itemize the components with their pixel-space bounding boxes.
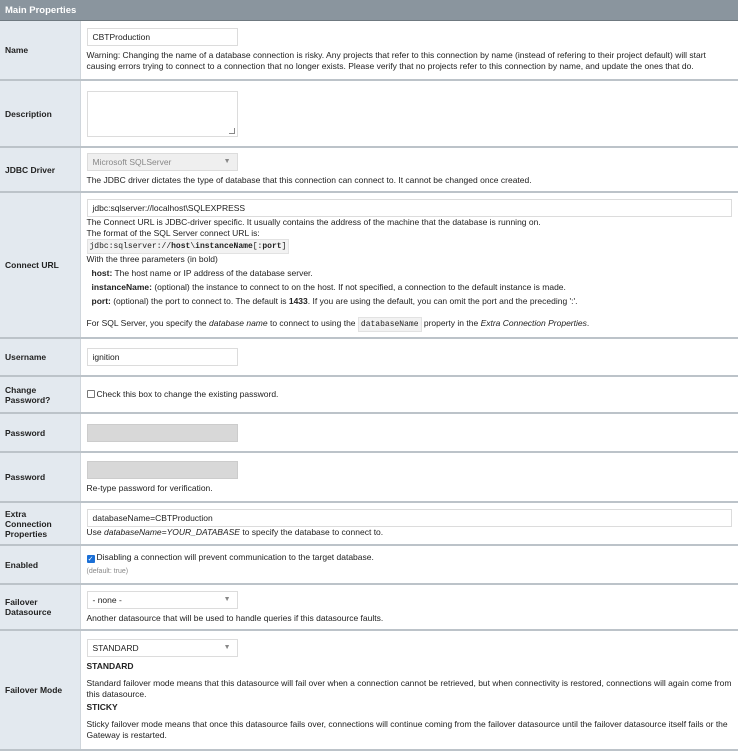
- jdbc-help: The JDBC driver dictates the type of database that this connection can connect to. It cannot be changed once created.: [86, 175, 532, 185]
- name-input[interactable]: CBTProduction: [87, 28, 238, 46]
- description-textarea[interactable]: [87, 91, 238, 137]
- label: Change Password?: [0, 376, 80, 413]
- enabled-default: (default: true): [86, 568, 129, 575]
- row-connect-url: [0, 192, 738, 338]
- jdbc-driver-value: Microsoft SQLServer: [92, 157, 172, 167]
- label: Password: [0, 452, 80, 502]
- label: JDBC Driver: [0, 147, 80, 192]
- row-name: [0, 21, 738, 80]
- password-input[interactable]: [87, 424, 238, 442]
- label: Description: [0, 80, 80, 147]
- param-instance: instanceName: (optional) the instance to connect to on the host. If not specified, a connection to the default instance is made.: [91, 281, 566, 292]
- sticky-help: Sticky failover mode means that once this datasource fails over, connections will continue coming from the failover datasource until the failover datasource itself fails or the Gateway is restarted.: [86, 719, 728, 740]
- label: Extra Connection Properties: [0, 502, 80, 545]
- failover-datasource-help: Another datasource that will be used to handle queries if this datasource faults.: [86, 612, 384, 623]
- properties-table: [0, 21, 738, 751]
- change-password-help: Check this box to change the existing password.: [96, 389, 279, 399]
- label: Username: [0, 338, 80, 376]
- label: Password: [0, 413, 80, 452]
- params-intro: With the three parameters (in bold): [86, 253, 218, 264]
- connect-help-1: The Connect URL is JDBC-driver specific. It usually contains the address of the machine that the database is running on.: [86, 216, 541, 227]
- connect-help-2: The format of the SQL Server connect URL is:: [86, 227, 260, 238]
- extra-properties-input[interactable]: databaseName=CBTProduction: [87, 509, 732, 527]
- enabled-checkbox[interactable]: ✓: [87, 556, 94, 563]
- failover-datasource-value: - none -: [92, 594, 122, 605]
- chevron-down-icon: ▼: [223, 158, 231, 165]
- row-change-password: [0, 376, 738, 413]
- label: Name: [0, 21, 80, 80]
- failover-mode-value: STANDARD: [92, 643, 139, 653]
- standard-help: Standard failover mode means that this datasource will fail over when a connection cannot be retrieved, but when connectivity is restored, connections will again come from this datasource.: [86, 678, 732, 699]
- label: Failover Datasource: [0, 584, 80, 630]
- connect-url-input[interactable]: jdbc:sqlserver://localhost\SQLEXPRESS: [87, 199, 732, 217]
- param-port: port: (optional) the port to connect to. The default is 1433. If you are using the default, you can omit the port and the preceding ':'.: [91, 295, 578, 306]
- sticky-title: STICKY: [86, 702, 118, 712]
- jdbc-driver-select[interactable]: [87, 153, 238, 171]
- failover-mode-select[interactable]: [87, 639, 238, 657]
- chevron-down-icon: ▼: [223, 595, 231, 603]
- row-password-confirm: [0, 452, 738, 502]
- label: Connect URL: [0, 192, 80, 338]
- password-confirm-help: Re-type password for verification.: [86, 482, 213, 493]
- name-help: Warning: Changing the name of a database connection is risky. Any projects that refer to this connection by name (instead of refering to their project default) will start causing errors trying to connect to a connection that no longer exists. Please verify that no projects refer to this connection by name, and update the ones that do.: [86, 50, 706, 71]
- row-failover-mode: [0, 630, 738, 750]
- label: Failover Mode: [0, 630, 80, 750]
- row-failover-datasource: [0, 584, 738, 630]
- enabled-help: Disabling a connection will prevent communication to the target database.: [96, 552, 374, 562]
- standard-title: STANDARD: [86, 661, 134, 671]
- section-header: Main Properties: [0, 0, 738, 21]
- row-enabled: [0, 545, 738, 584]
- label: Enabled: [0, 545, 80, 584]
- row-extra-properties: [0, 502, 738, 545]
- change-password-checkbox[interactable]: [87, 390, 95, 398]
- extra-help: Use databaseName=YOUR_DATABASE to specify the database to connect to.: [86, 527, 384, 537]
- row-jdbc: [0, 147, 738, 192]
- row-password: [0, 413, 738, 452]
- connect-footnote: For SQL Server, you specify the database name to connect to using the databaseName property in the Extra Connection Properties.: [87, 317, 733, 332]
- password-confirm-input[interactable]: [87, 461, 238, 479]
- param-host: host: The host name or IP address of the database server.: [91, 267, 313, 278]
- username-input[interactable]: ignition: [87, 348, 238, 366]
- row-description: [0, 80, 738, 147]
- failover-datasource-select[interactable]: [87, 591, 238, 609]
- url-format: jdbc:sqlserver://host\instanceName[:port]: [87, 239, 290, 254]
- row-username: [0, 338, 738, 376]
- chevron-down-icon: ▼: [223, 644, 231, 651]
